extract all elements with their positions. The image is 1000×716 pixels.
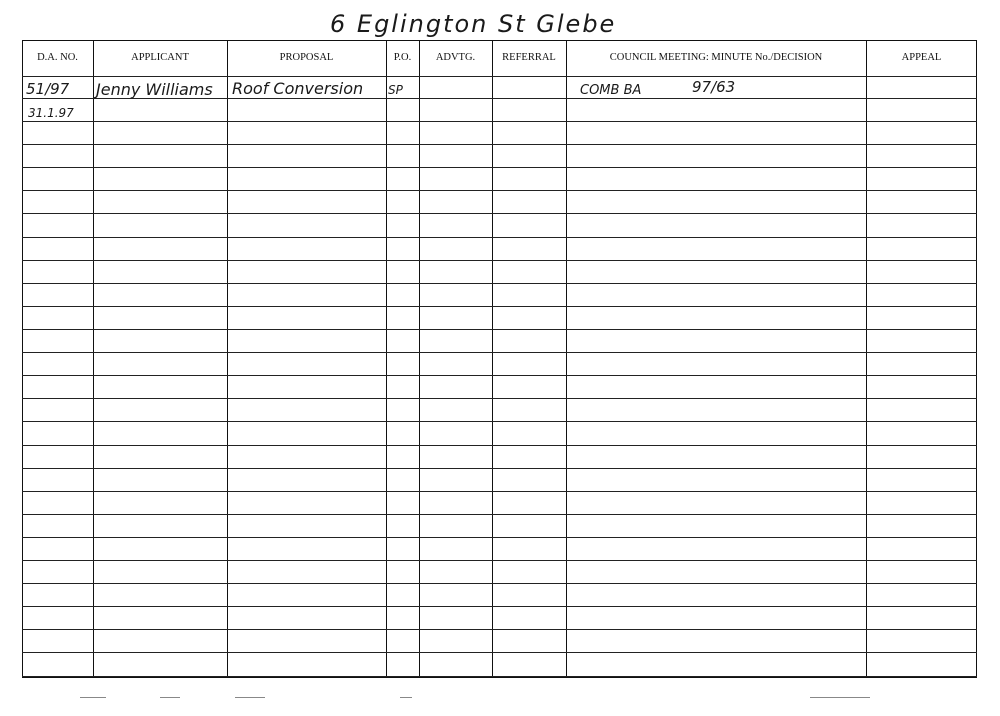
row-line (22, 190, 977, 191)
page-title: 6 Eglington St Glebe (330, 10, 617, 38)
scan-mark (400, 697, 412, 698)
header-referral: REFERRAL (502, 52, 556, 63)
scan-mark (810, 697, 870, 698)
row-line (22, 237, 977, 238)
header-da-no: D.A. NO. (37, 52, 78, 63)
row-line (22, 144, 977, 145)
entry-minute-no: 97/63 (692, 78, 736, 96)
header-proposal: PROPOSAL (279, 52, 334, 63)
row-line (22, 76, 977, 77)
row-line (22, 676, 977, 677)
header-council-meeting: COUNCIL MEETING: MINUTE No./DECISION (609, 52, 823, 63)
scan-mark (80, 697, 106, 698)
row-line (22, 537, 977, 538)
row-line (22, 652, 977, 653)
entry-applicant: Jenny Williams (96, 80, 213, 99)
row-line (22, 167, 977, 168)
row-line (22, 445, 977, 446)
row-line (22, 260, 977, 261)
entry-date: 31.1.97 (28, 106, 74, 120)
row-line (22, 306, 977, 307)
row-line (22, 352, 977, 353)
entry-da-no: 51/97 (26, 80, 70, 98)
row-line (22, 329, 977, 330)
row-line (22, 375, 977, 376)
row-line (22, 629, 977, 630)
entry-decision-code: COMB BA (580, 83, 642, 98)
entry-proposal: Roof Conversion (232, 79, 364, 98)
row-line (22, 213, 977, 214)
header-advtg: ADVTG. (435, 52, 476, 63)
row-line (22, 421, 977, 422)
row-line (22, 121, 977, 122)
row-line (22, 491, 977, 492)
scan-mark (160, 697, 180, 698)
row-line (22, 398, 977, 399)
row-line (22, 606, 977, 607)
header-po: P.O. (393, 52, 412, 63)
entry-po: SP (388, 83, 403, 97)
row-line (22, 283, 977, 284)
row-line (22, 514, 977, 515)
row-line (22, 583, 977, 584)
header-applicant: APPLICANT (131, 52, 189, 63)
scan-mark (235, 697, 265, 698)
row-line (22, 560, 977, 561)
header-appeal: APPEAL (901, 52, 942, 63)
row-line (22, 468, 977, 469)
